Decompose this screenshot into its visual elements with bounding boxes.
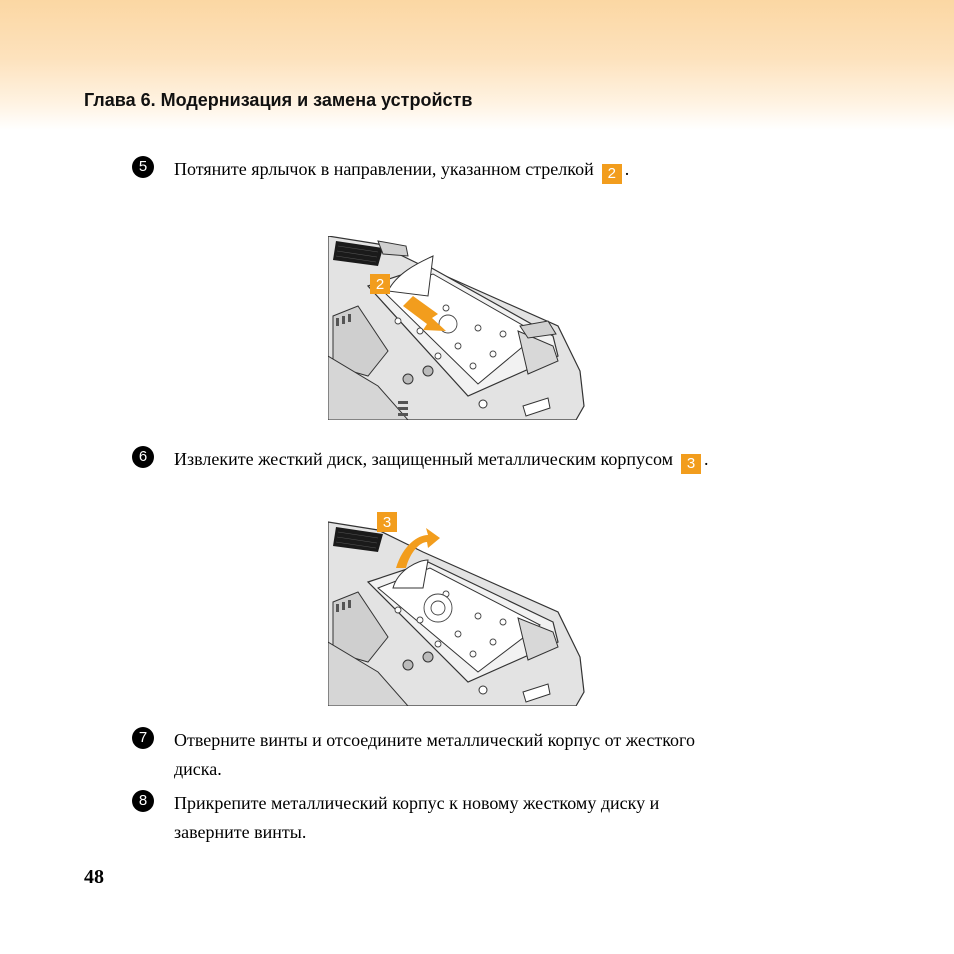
hdd-figure-pull-tab: [328, 236, 588, 420]
step-7: [132, 726, 695, 784]
page-number: 48: [84, 866, 104, 888]
step-text: [174, 155, 629, 184]
step-number: 8: [132, 790, 154, 812]
step-text-line: заверните винты.: [174, 822, 307, 842]
figure-callout-label: 2: [375, 276, 385, 293]
laptop-bottom-illustration: [328, 236, 588, 420]
step-text-line: Отверните винты и отсоедините металлический корпус от жесткого: [174, 730, 695, 750]
step-text-main: Потяните ярлычок в направлении, указанном стрелкой: [174, 159, 594, 179]
chapter-title: Глава 6. Модернизация и замена устройств: [84, 90, 473, 110]
callout-badge: 3: [681, 454, 701, 474]
hdd-figure-lift-out: [328, 510, 588, 706]
laptop-bottom-illustration: [328, 510, 588, 706]
step-8: [132, 789, 659, 847]
step-number: 5: [132, 156, 154, 178]
figure-callout-label: 3: [382, 514, 392, 531]
step-text-suffix: .: [704, 449, 709, 469]
step-text-line: диска.: [174, 759, 222, 779]
callout-badge: 2: [602, 164, 622, 184]
step-5: [132, 155, 629, 184]
step-text-main: Извлеките жесткий диск, защищенный металлическим корпусом: [174, 449, 673, 469]
step-text: [174, 726, 695, 784]
step-text: [174, 789, 659, 847]
step-text-line: Прикрепите металлический корпус к новому жесткому диску и: [174, 793, 660, 813]
step-text: [174, 445, 709, 474]
step-text-suffix: .: [624, 159, 630, 179]
step-6: [132, 445, 709, 474]
step-number: 7: [132, 727, 154, 749]
step-number: 6: [132, 446, 154, 468]
